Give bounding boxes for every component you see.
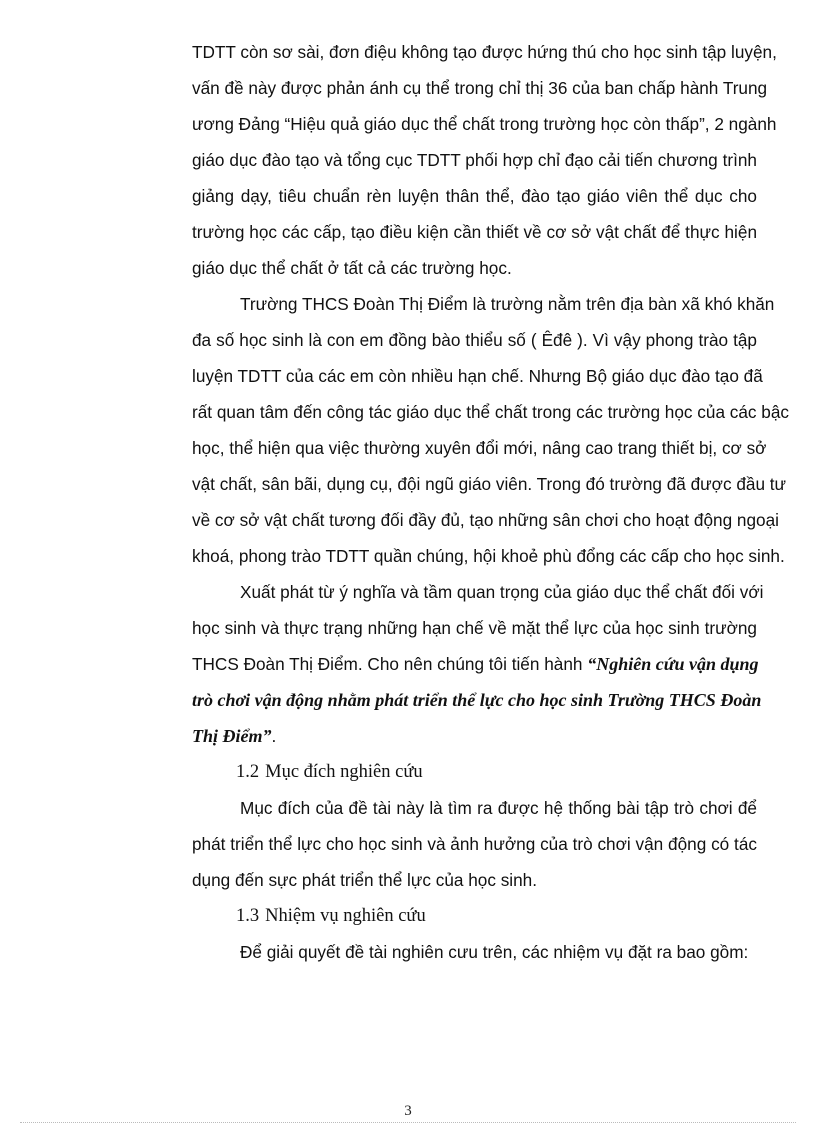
page-number: 3 — [404, 1103, 412, 1119]
paragraph-line: về cơ sở vật chất tương đối đầy đủ, tạo những sân chơi cho hoạt động ngoại — [192, 510, 779, 530]
paragraph-line: dụng đến sực phát triển thể lực của học sinh. — [192, 870, 538, 890]
paragraph-line: TDTT còn sơ sài, đơn điệu không tạo được hứng thú cho học sinh tập luyện, — [192, 42, 777, 62]
paragraph-line: giảng dạy, tiêu chuẩn rèn luyện thân thể, đào tạo giáo viên thể dục cho — [192, 186, 757, 206]
paragraph-line: học sinh và thực trạng những hạn chế về mặt thể lực của học sinh trường — [192, 618, 757, 638]
paragraph-line: Để giải quyết đề tài nghiên cưu trên, các nhiệm vụ đặt ra bao gồm: — [240, 942, 749, 962]
paragraph-line: giáo dục thể chất ở tất cả các trường học. — [192, 258, 512, 278]
paragraph-line: luyện TDTT của các em còn nhiều hạn chế. Nhưng Bộ giáo dục đào tạo đã — [192, 366, 763, 386]
paragraph-line: học, thể hiện qua việc thường xuyên đổi mới, nâng cao trang thiết bị, cơ sở — [192, 438, 767, 458]
paragraph-line: đa số học sinh là con em đồng bào thiểu số ( Êđê ). Vì vậy phong trào tập — [192, 330, 757, 350]
section-heading-1-2 — [236, 757, 423, 787]
section-number: 1.2 — [236, 762, 260, 782]
paragraph-line: vấn đề này được phản ánh cụ thể trong chỉ thị 36 của ban chấp hành Trung — [192, 78, 768, 98]
research-title-emphasis: Thị Điểm” — [192, 726, 272, 746]
paragraph-line: khoá, phong trào TDTT quần chúng, hội khoẻ phù đổng các cấp cho học sinh. — [192, 546, 785, 566]
paragraph-text: THCS Đoàn Thị Điểm. Cho nên chúng tôi tiến hành — [192, 654, 588, 674]
paragraph-line: Mục đích của đề tài này là tìm ra được hệ thống bài tập trò chơi để — [240, 798, 757, 818]
paragraph-line: phát triển thể lực cho học sinh và ảnh hưởng của trò chơi vận động có tác — [192, 834, 757, 854]
paragraph-line: giáo dục đào tạo và tổng cục TDTT phối hợp chỉ đạo cải tiến chương trình — [192, 150, 757, 170]
paragraph-line — [192, 721, 757, 751]
paragraph-text: . — [271, 726, 277, 746]
paragraph-line: vật chất, sân bãi, dụng cụ, đội ngũ giáo viên. Trong đó trường đã được đầu tư — [192, 474, 787, 494]
paragraph-line: Trường THCS Đoàn Thị Điểm là trường nằm trên địa bàn xã khó khăn — [240, 294, 775, 314]
research-title-emphasis: “Nghiên cứu vận dụng — [587, 654, 759, 674]
paragraph-line: trường học các cấp, tạo điều kiện cần thiết về cơ sở vật chất để thực hiện — [192, 222, 757, 242]
section-number: 1.3 — [236, 906, 260, 926]
research-title-emphasis: trò chơi vận động nhằm phát triển thể lực cho học sinh Trường THCS Đoàn — [192, 690, 762, 710]
section-heading-1-3 — [236, 901, 426, 931]
section-title: Nhiệm vụ nghiên cứu — [265, 906, 426, 926]
paragraph-line: rất quan tâm đến công tác giáo dục thể chất trong các trường học của các bậc — [192, 402, 790, 422]
paragraph-line: Xuất phát từ ý nghĩa và tầm quan trọng của giáo dục thể chất đối với — [240, 582, 764, 602]
paragraph-line — [192, 649, 757, 679]
section-title: Mục đích nghiên cứu — [265, 762, 423, 782]
paragraph-line: ương Đảng “Hiệu quả giáo dục thể chất trong trường học còn thấp”, 2 ngành — [192, 114, 777, 134]
